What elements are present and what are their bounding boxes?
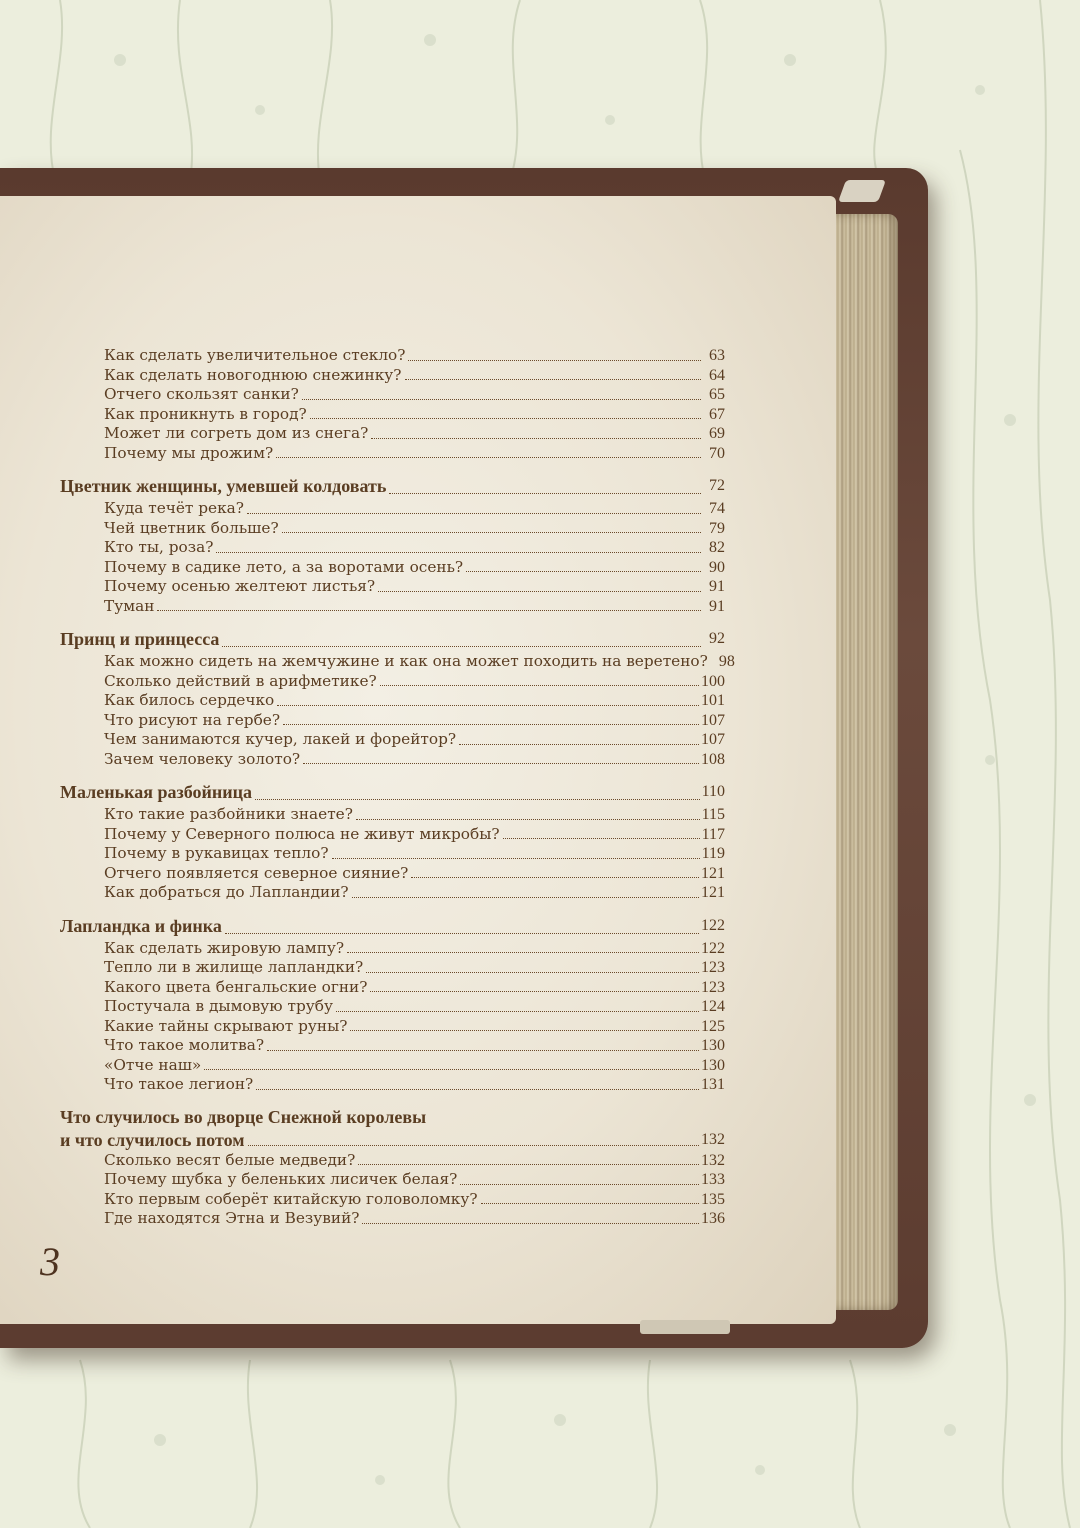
toc-entry-title: Чей цветник больше? xyxy=(104,518,279,537)
dot-leader xyxy=(276,457,701,458)
page-edges xyxy=(828,214,898,1310)
toc-entry-title: Как сделать увеличительное стекло? xyxy=(104,346,406,364)
toc-entry-title: Чем занимаются кучер, лакей и форейтор? xyxy=(104,730,457,748)
dot-leader xyxy=(255,799,700,800)
toc-entry-title: Что такое молитва? xyxy=(104,1036,265,1054)
dot-leader xyxy=(204,1069,699,1070)
toc-page-number: 117 xyxy=(701,825,725,843)
toc-page-number: 124 xyxy=(701,998,725,1015)
toc-entry-title: Какие тайны скрывают руны? xyxy=(104,1016,348,1035)
toc-entry-title: Как можно сидеть на жемчужине и как она может походить на веретено? xyxy=(104,652,708,670)
toc-page-number: 107 xyxy=(701,711,725,729)
toc-page-number: 132 xyxy=(701,1130,725,1148)
toc-page-number: 123 xyxy=(701,978,725,996)
dot-leader xyxy=(256,1089,699,1090)
toc-entry[interactable] xyxy=(60,444,725,464)
toc-page-number: 108 xyxy=(701,750,725,768)
toc-entry-title: Туман xyxy=(104,596,155,615)
toc-chapter[interactable] xyxy=(60,1129,725,1151)
toc-entry[interactable] xyxy=(60,577,725,597)
toc-page-number: 70 xyxy=(709,444,725,462)
toc-entry-title: Принц и принцесса xyxy=(60,629,220,649)
toc-page-number: 125 xyxy=(701,1017,725,1035)
toc-entry-title: Лапландка и финка xyxy=(60,915,222,936)
dot-leader xyxy=(371,438,701,439)
dot-leader xyxy=(389,493,701,494)
toc-entry-title: Тепло ли в жилище лапландки? xyxy=(104,958,364,976)
dot-leader xyxy=(378,591,701,592)
toc-entry-title: Зачем человеку золото? xyxy=(104,749,301,768)
toc-page-number: 67 xyxy=(709,405,725,423)
dot-leader xyxy=(366,972,699,973)
toc-entry[interactable] xyxy=(60,883,725,903)
toc-entry[interactable] xyxy=(60,1151,725,1171)
toc-page-number: 110 xyxy=(701,783,725,800)
toc-page-number: 132 xyxy=(701,1151,725,1169)
dot-leader xyxy=(460,1184,699,1185)
toc-entry[interactable] xyxy=(60,405,725,425)
toc-entry[interactable] xyxy=(60,844,725,864)
toc-entry-title: Как сделать новогоднюю снежинку? xyxy=(104,365,402,384)
toc-entry[interactable] xyxy=(60,652,735,672)
dot-leader xyxy=(336,1011,699,1012)
toc-entry-title: Что рисуют на гербе? xyxy=(104,710,281,729)
dot-leader xyxy=(362,1223,699,1224)
toc-page-number: 130 xyxy=(701,1056,725,1074)
toc-page-number: 79 xyxy=(709,519,725,537)
dot-leader xyxy=(347,952,699,953)
toc-entry[interactable] xyxy=(60,730,725,750)
toc-chapter[interactable] xyxy=(60,473,725,499)
toc-entry[interactable] xyxy=(60,597,725,617)
toc-page-number: 92 xyxy=(709,630,725,647)
dot-leader xyxy=(216,552,701,553)
toc-entry[interactable] xyxy=(60,385,725,405)
dot-leader xyxy=(503,838,700,839)
toc-entry-title: Постучала в дымовую трубу xyxy=(104,997,333,1015)
toc-page-number: 91 xyxy=(709,597,725,615)
dot-leader xyxy=(332,858,700,859)
book-corner-top xyxy=(838,180,886,202)
toc-entry[interactable] xyxy=(60,499,725,519)
toc-entry-title: Как сделать жировую лампу? xyxy=(104,938,345,957)
toc-entry[interactable] xyxy=(60,997,725,1017)
dot-leader xyxy=(267,1050,699,1051)
toc-page-number: 135 xyxy=(701,1190,725,1208)
toc-page-number: 63 xyxy=(709,347,725,364)
toc-page-number: 82 xyxy=(709,539,725,556)
toc-entry[interactable] xyxy=(60,711,725,731)
toc-entry[interactable] xyxy=(60,558,725,578)
toc-page-number: 119 xyxy=(701,845,725,862)
toc-entry-title: и что случилось потом xyxy=(60,1129,245,1150)
toc-entry[interactable] xyxy=(60,1190,725,1210)
toc-entry[interactable] xyxy=(60,672,725,692)
toc-entry-title: Как добраться до Лапландии? xyxy=(104,883,349,901)
dot-leader xyxy=(481,1203,699,1204)
toc-entry-title: Кто ты, роза? xyxy=(104,538,214,556)
toc-entry[interactable] xyxy=(60,939,725,959)
dot-leader xyxy=(283,724,699,725)
toc-entry-title: «Отче наш» xyxy=(104,1055,202,1074)
toc-entry[interactable] xyxy=(60,1075,725,1095)
dot-leader xyxy=(248,1145,700,1146)
toc-entry-title: Почему в садике лето, а за воротами осень? xyxy=(104,557,464,576)
toc-page-number: 64 xyxy=(709,366,725,384)
dot-leader xyxy=(350,1030,699,1031)
toc-page-number: 107 xyxy=(701,731,725,748)
toc-entry[interactable] xyxy=(60,366,725,386)
dot-leader xyxy=(222,646,701,647)
toc-entry-title: Отчего скользят санки? xyxy=(104,385,299,403)
dot-leader xyxy=(277,705,699,706)
toc-entry-title: Отчего появляется северное сияние? xyxy=(104,863,409,882)
dot-leader xyxy=(370,991,699,992)
toc-page-number: 136 xyxy=(701,1210,725,1227)
toc-page-number: 91 xyxy=(709,578,725,595)
toc-page-number: 74 xyxy=(709,500,725,517)
toc-entry-title: Почему у Северного полюса не живут микробы? xyxy=(104,824,500,843)
toc-entry-title: Кто такие разбойники знаете? xyxy=(104,805,353,823)
book-corner-bottom xyxy=(640,1320,730,1334)
toc-entry-title: Какого цвета бенгальские огни? xyxy=(104,977,368,996)
toc-entry-title: Как билось сердечко xyxy=(104,691,275,709)
toc-entry-title: Где находятся Этна и Везувий? xyxy=(104,1209,360,1227)
toc-page-number: 115 xyxy=(701,806,725,823)
toc-page-number: 121 xyxy=(701,884,725,901)
dot-leader xyxy=(352,897,699,898)
dot-leader xyxy=(356,819,700,820)
toc-page-number: 121 xyxy=(701,864,725,882)
dot-leader xyxy=(358,1164,699,1165)
toc-entry-title: Почему мы дрожим? xyxy=(104,443,274,462)
toc-entry[interactable] xyxy=(60,691,725,711)
toc-entry-title: Маленькая разбойница xyxy=(60,782,252,802)
toc-page-number: 98 xyxy=(718,653,735,670)
toc-entry[interactable] xyxy=(60,1170,725,1190)
dot-leader xyxy=(466,571,701,572)
dot-leader xyxy=(408,360,701,361)
dot-leader xyxy=(303,763,699,764)
toc-entry-title: Как проникнуть в город? xyxy=(104,404,307,423)
toc-page-number: 130 xyxy=(701,1037,725,1054)
dot-leader xyxy=(247,513,701,514)
toc-entry[interactable] xyxy=(60,1056,725,1076)
dot-leader xyxy=(225,933,699,934)
toc-page-number: 133 xyxy=(701,1171,725,1188)
toc-entry-title: Почему осенью желтеют листья? xyxy=(104,577,376,595)
toc-page-number: 101 xyxy=(701,692,725,709)
table-of-contents xyxy=(60,346,735,1229)
toc-entry-title: Сколько действий в арифметике? xyxy=(104,671,377,690)
toc-page-number: 69 xyxy=(709,425,725,442)
toc-entry[interactable] xyxy=(60,346,725,366)
toc-page-number: 123 xyxy=(701,959,725,976)
toc-entry[interactable] xyxy=(60,958,725,978)
toc-page-number: 72 xyxy=(709,477,725,494)
toc-entry[interactable] xyxy=(60,825,725,845)
toc-entry[interactable] xyxy=(60,805,725,825)
toc-entry[interactable] xyxy=(60,1036,725,1056)
dot-leader xyxy=(282,532,701,533)
toc-entry-title: Куда течёт река? xyxy=(104,499,244,517)
toc-page-number: 122 xyxy=(701,916,725,934)
toc-entry[interactable] xyxy=(60,538,725,558)
toc-entry[interactable] xyxy=(60,978,725,998)
page-number: 3 xyxy=(40,1239,60,1284)
toc-entry[interactable] xyxy=(60,519,725,539)
dot-leader xyxy=(459,744,699,745)
toc-entry-title: Может ли согреть дом из снега? xyxy=(104,424,369,442)
toc-entry-title: Что такое легион? xyxy=(104,1075,254,1093)
toc-page-number: 65 xyxy=(709,386,725,403)
toc-entry[interactable] xyxy=(60,1017,725,1037)
toc-page-number: 131 xyxy=(701,1076,725,1093)
toc-entry-title: Почему шубка у беленьких лисичек белая? xyxy=(104,1170,458,1188)
toc-chapter-title-line: Что случилось во дворце Снежной королевы xyxy=(60,1106,427,1127)
toc-entry-title: Почему в рукавицах тепло? xyxy=(104,844,329,862)
dot-leader xyxy=(380,685,699,686)
dot-leader xyxy=(405,379,701,380)
toc-page-number: 122 xyxy=(701,939,725,957)
toc-entry-title: Цветник женщины, умевшей колдовать xyxy=(60,476,387,496)
toc-page-number: 90 xyxy=(709,558,725,576)
toc-entry[interactable] xyxy=(60,750,725,770)
toc-chapter[interactable] xyxy=(60,779,725,805)
toc-entry[interactable] xyxy=(60,1209,725,1229)
dot-leader xyxy=(310,418,701,419)
toc-entry[interactable] xyxy=(60,864,725,884)
toc-chapter[interactable] xyxy=(60,913,725,939)
toc-entry[interactable] xyxy=(60,424,725,444)
toc-chapter[interactable] xyxy=(60,626,725,652)
toc-page-number: 100 xyxy=(701,672,725,690)
toc-entry-title: Кто первым соберёт китайскую головоломку? xyxy=(104,1189,478,1208)
toc-entry-title: Сколько весят белые медведи? xyxy=(104,1150,356,1169)
dot-leader xyxy=(302,399,701,400)
dot-leader xyxy=(157,610,701,611)
dot-leader xyxy=(411,877,699,878)
